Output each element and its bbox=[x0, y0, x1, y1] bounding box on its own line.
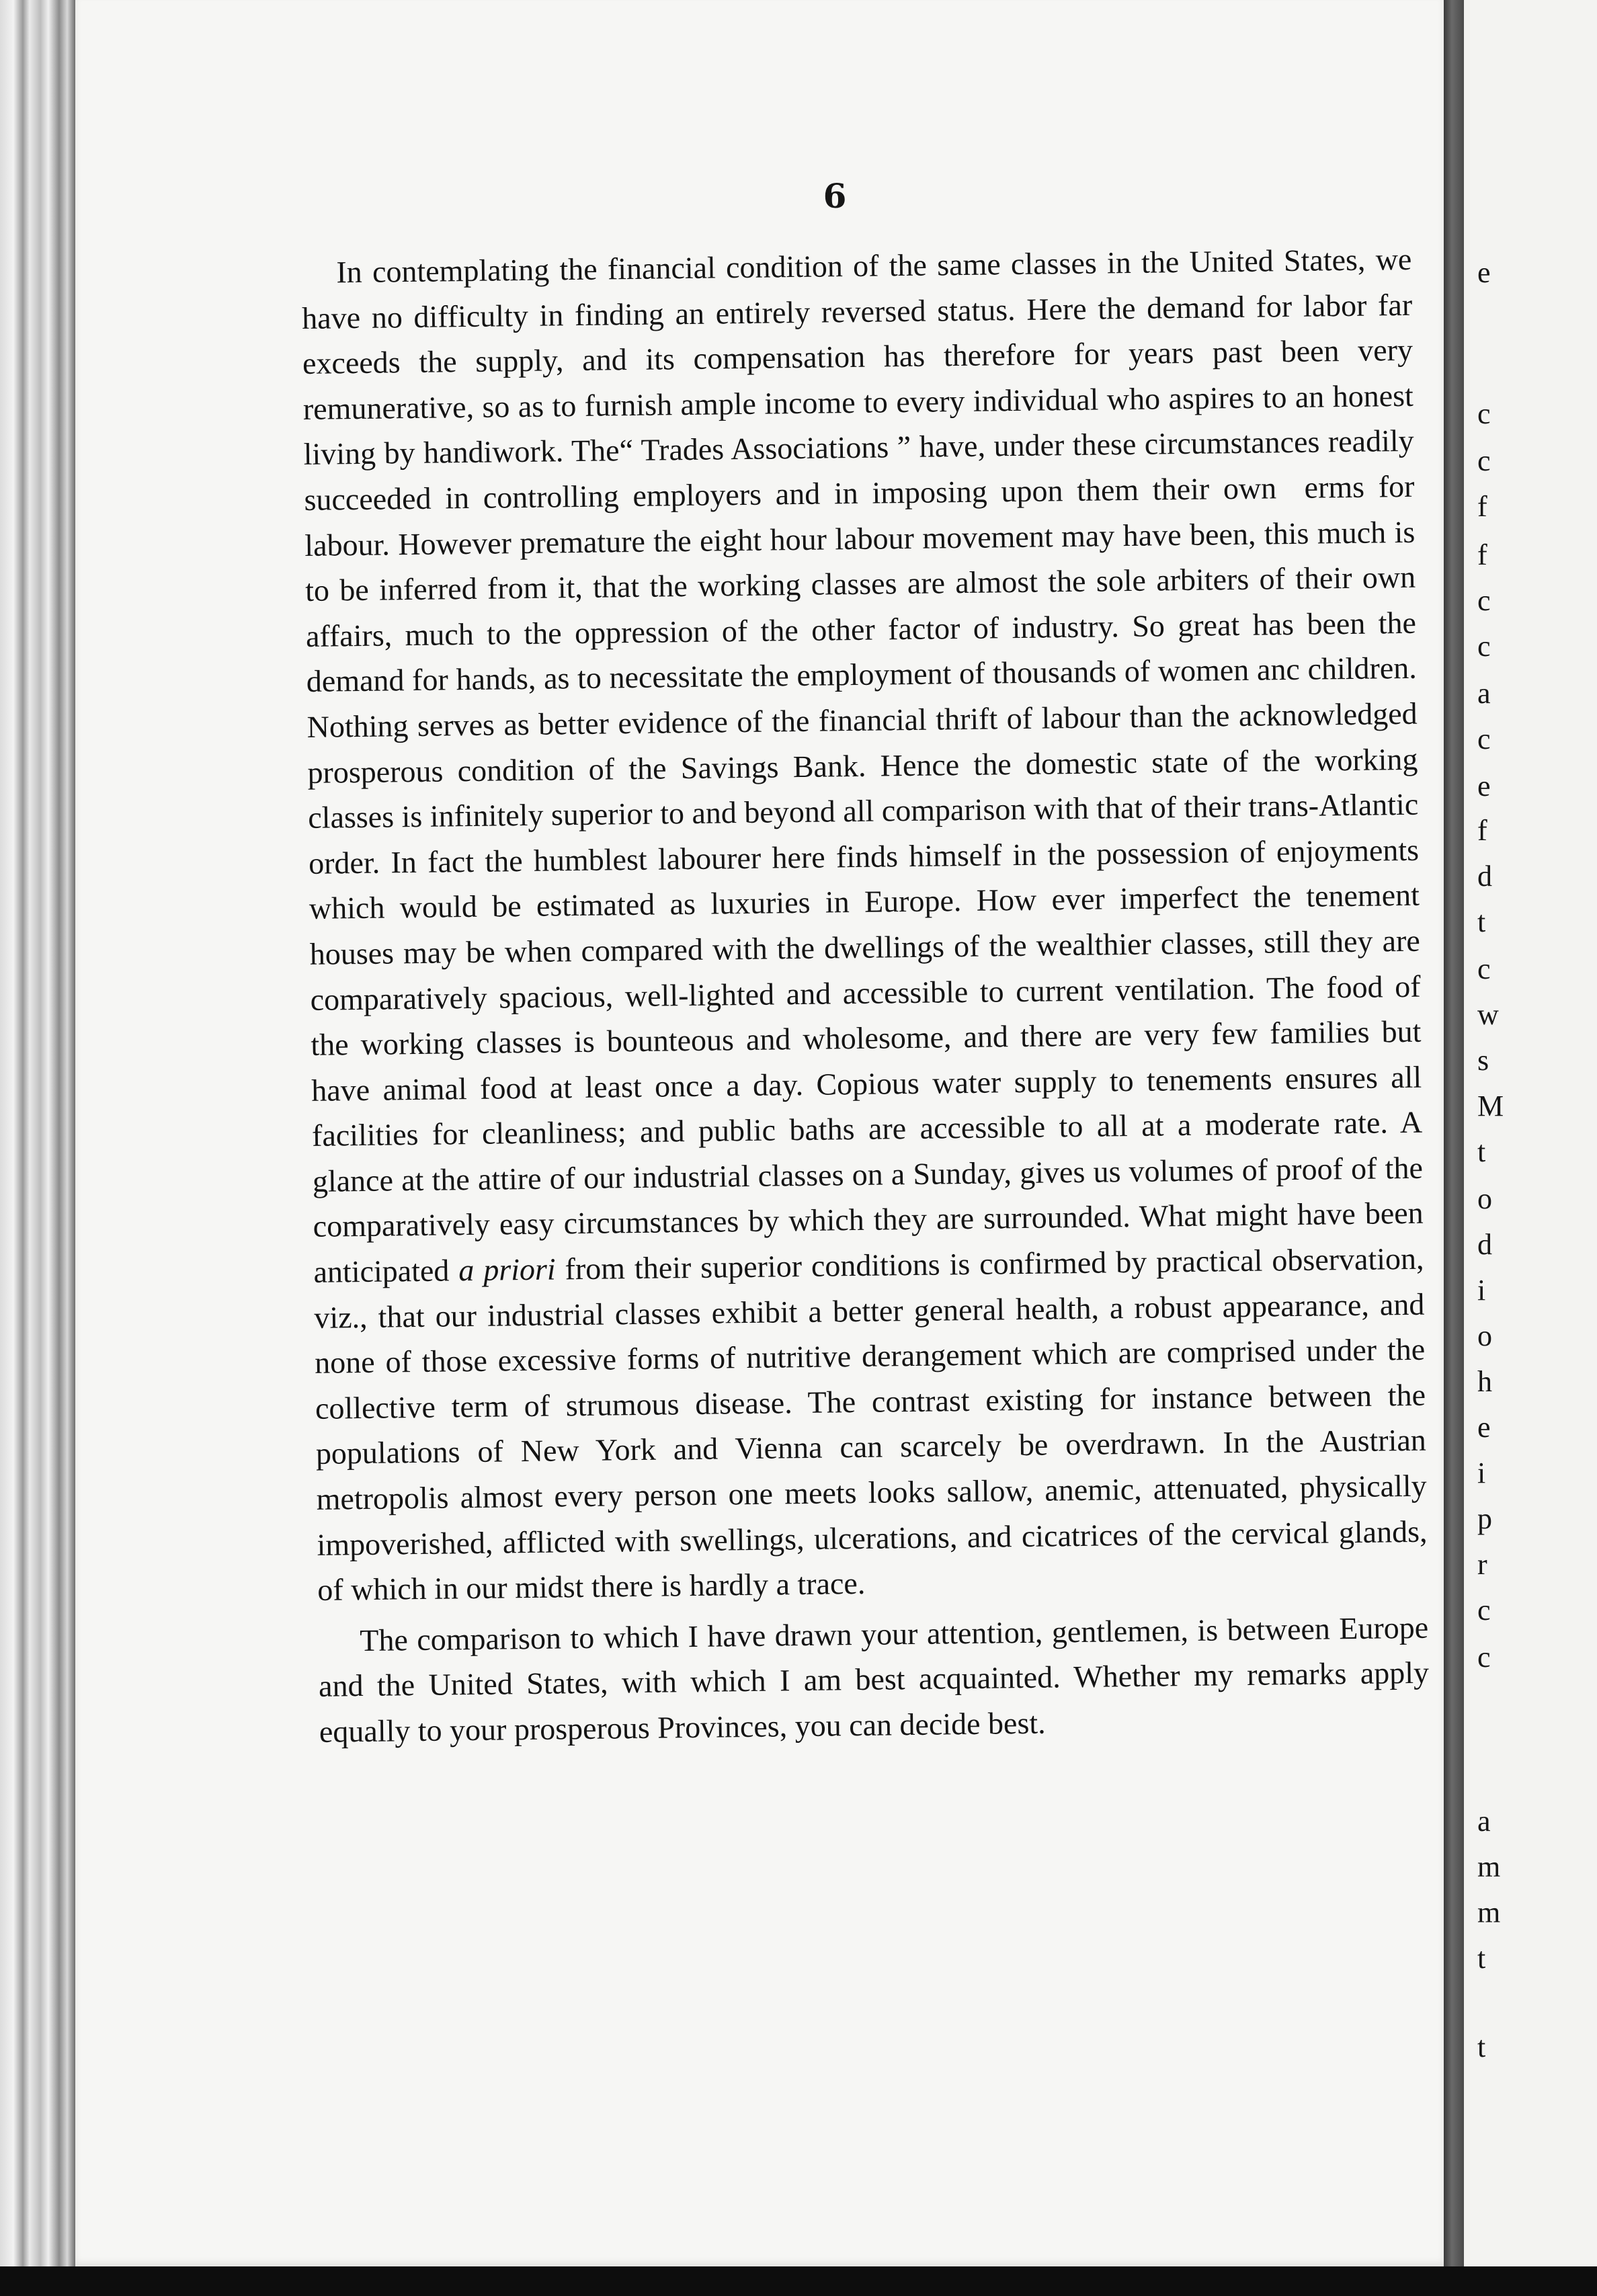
adjacent-page-fragment: c bbox=[1477, 1641, 1491, 1674]
book-page bbox=[75, 0, 1444, 2266]
adjacent-page bbox=[1464, 0, 1597, 2266]
adjacent-page-fragment: w bbox=[1477, 998, 1499, 1031]
adjacent-page-fragment: m bbox=[1477, 1850, 1501, 1883]
adjacent-page-fragment: e bbox=[1477, 256, 1491, 289]
adjacent-page-fragment: h bbox=[1477, 1365, 1492, 1398]
adjacent-page-fragment: d bbox=[1477, 1228, 1492, 1261]
adjacent-page-fragment: r bbox=[1477, 1548, 1487, 1581]
adjacent-page-fragment: t bbox=[1477, 1942, 1486, 1975]
adjacent-page-fragment: e bbox=[1477, 770, 1491, 803]
paragraph-1-text-a: In contemplating the financial condition of the same classes in the United States, we have no difficulty in finding an entirely reversed status. Here the demand for labor far exceeds the supply, and its compensation has therefore for years past been very remunerative, so as to furnish ample income to every individual who aspires to an honest living by handiwork. The“ Trades Associations ” have, under these circumstances readily succeeded in controlling employers and in imposing upon them their own erms for labour. However premature the eight hour labour movement may have been, this much is to be inferred from it, that the working classes are almost the sole arbiters of their own affairs, much to the oppression of the other factor of industry. So great has been the demand for hands, as to necessitate the employment of thousands of women anc children. Nothing serves as better evidence of the financial thrift of labour than the acknowledged prosperous condition of the Savings Bank. Hence the domestic state of the working classes is infinitely superior to and beyond all comparison with that of their trans-Atlantic order. In fact the humblest labourer here finds himself in the possession of enjoyments which would be estimated as luxuries in Europe. How ever imperfect the tenement houses may be when compared with the dwellings of the wealthier classes, still they are comparatively spacious, well-lighted and accessible to current ventilation. The food of the working classes is bounteous and wholesome, and there are very few families but have animal food at least once a day. Copious water supply to tenements ensures all facilities for cleanliness; and public baths are accessible to all at a moderate rate. A glance at the attire of our industrial classes on a Sunday, gives us volumes of proof of the comparatively easy circumstances by which they are surrounded. What might have been anticipated bbox=[301, 241, 1424, 1289]
adjacent-page-fragment: i bbox=[1477, 1457, 1486, 1489]
adjacent-page-fragment: f bbox=[1477, 814, 1487, 847]
adjacent-page-fragment: o bbox=[1477, 1182, 1492, 1215]
adjacent-page-fragment: c bbox=[1477, 723, 1491, 755]
adjacent-page-fragment: t bbox=[1477, 905, 1486, 938]
adjacent-page-fragment: e bbox=[1477, 1411, 1491, 1444]
adjacent-page-fragment: t bbox=[1477, 1135, 1486, 1168]
page-body-text bbox=[301, 237, 1430, 1755]
page-number: 6 bbox=[823, 176, 847, 216]
adjacent-page-fragment: c bbox=[1477, 584, 1491, 617]
adjacent-page-fragment: f bbox=[1477, 538, 1487, 571]
adjacent-page-fragment: c bbox=[1477, 444, 1491, 477]
adjacent-page-fragment: d bbox=[1477, 860, 1492, 893]
adjacent-page-fragment: f bbox=[1477, 490, 1487, 523]
adjacent-page-fragment: c bbox=[1477, 397, 1491, 430]
adjacent-page-fragment: c bbox=[1477, 630, 1491, 663]
adjacent-page-fragment: s bbox=[1477, 1044, 1489, 1077]
adjacent-page-fragment: t bbox=[1477, 2031, 1486, 2063]
italic-phrase: a priori bbox=[458, 1252, 556, 1288]
adjacent-page-fragment: i bbox=[1477, 1274, 1486, 1307]
adjacent-page-fragment: a bbox=[1477, 677, 1491, 710]
adjacent-page-fragment: p bbox=[1477, 1502, 1492, 1535]
paragraph-1-text-b: from their superior conditions is confirmed by practical observation, viz., that our industrial classes exhibit a better general health, a robust appearance, and none of those excessive forms of nutritive derangement which are comprised under the collective term of strumous disease. The contrast existing for instance between the populations of New York and Vienna can scarcely be overdrawn. In the Austrian metropolis almost every person one meets looks sallow, anemic, attenuated, physically impoverished, afflicted with swellings, ulcerations, and cicatrices of the cervical glands, of which in our midst there is hardly a trace. bbox=[314, 1241, 1428, 1608]
paragraph-1 bbox=[301, 237, 1428, 1613]
adjacent-page-fragment: c bbox=[1477, 952, 1491, 985]
page-fold-shadow bbox=[1444, 0, 1464, 2266]
adjacent-page-fragment: m bbox=[1477, 1896, 1501, 1929]
binding-edge bbox=[0, 0, 75, 2296]
scanner-bottom-border bbox=[0, 2266, 1597, 2296]
adjacent-page-fragment: o bbox=[1477, 1319, 1492, 1352]
adjacent-page-fragment: a bbox=[1477, 1805, 1491, 1838]
paragraph-2: The comparison to which I have drawn your attention, gentlemen, is between Europe and the United States, with which I am best acquainted. Whether my remarks apply equally to your prosperous Provinces, you can decide best. bbox=[318, 1610, 1430, 1749]
adjacent-page-fragment: M bbox=[1477, 1090, 1504, 1122]
adjacent-page-fragment: c bbox=[1477, 1594, 1491, 1627]
